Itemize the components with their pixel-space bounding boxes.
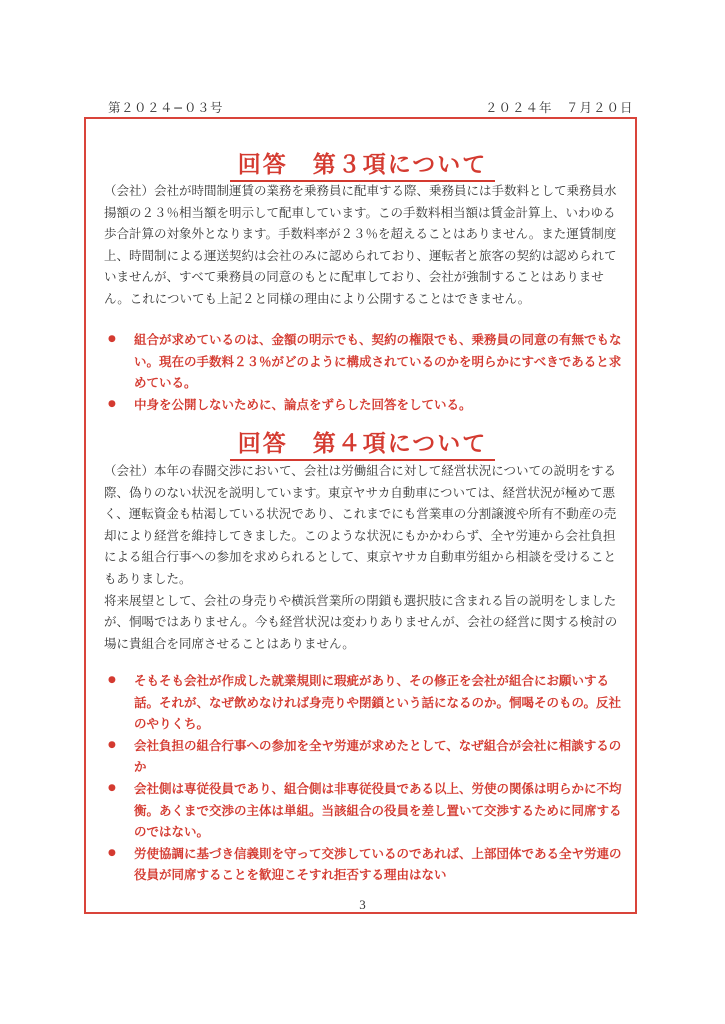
bullet-item: ● 会社側は専従役員であり、組合側は非専従役員である以上、労使の関係は明らかに不均衡。あくまで交渉の主体は単組。当該組合の役員を差し置いて交渉するために同席するのではない。 — [104, 778, 624, 843]
section3-bullet-list — [104, 329, 624, 415]
bullet-item: ● 組合が求めているのは、金額の明示でも、契約の権限でも、乗務員の同意の有無でもない。現在の手数料２３％がどのように構成されているのかを明らかにすべきであると求めている。 — [104, 329, 624, 394]
bullet-item: ● 会社負担の組合行事への参加を全ヤ労連が求めたとして、なぜ組合が会社に相談するのか — [104, 735, 624, 778]
section4-heading: 回答 第４項について — [0, 425, 725, 458]
bullet-item: ● そもそも会社が作成した就業規則に瑕疵があり、その修正を会社が組合にお願いする話。それが、なぜ飲めなければ身売りや閉鎖という話になるのか。恫喝そのもの。反社のやりくち。 — [104, 670, 624, 735]
section3-company-text: （会社）会社が時間制運賃の業務を乗務員に配車する際、乗務員には手数料として乗務員水揚額の２３％相当額を明示して配車しています。この手数料相当額は賃金計算上、いわゆる歩合計算の対象外となります。手数料率が２３％を超えることはありません。また運賃制度上、時間制による運送契約は会社のみに認められており、運転者と旅客の契約は認められていませんが、すべて乗務員の同意のもとに配車しており、会社が強制することはありません。これについても上記２と同様の理由により公開することはできません。 — [104, 183, 617, 306]
section3-heading: 回答 第３項について — [0, 146, 725, 179]
section4-paragraph-2: 将来展望として、会社の身売りや横浜営業所の閉鎖も選択肢に含まれる旨の説明をしましたが、恫喝ではありません。今も経営状況は変わりありませんが、会社の経営に関する検討の場に貴組合を同席させることはありません。 — [104, 592, 618, 651]
bullet-item: ● 労使協調に基づき信義則を守って交渉しているのであれば、上部団体である全ヤ労連の役員が同席することを歓迎こそすれ拒否する理由はない — [104, 843, 624, 886]
document-date: ２０２４年 ７月２０日 — [485, 100, 634, 115]
section4-company-text — [104, 460, 622, 654]
page-number: 3 — [359, 897, 366, 912]
section4-paragraph-1: （会社）本年の春闘交渉において、会社は労働組合に対して経営状況についての説明をする際、偽りのない状況を説明しています。東京ヤサカ自動車については、経営状況が極めて悪く、運転資金も枯渇している状況であり、これまでにも営業車の分割譲渡や所有不動産の売却により経営を維持してきました。このような状況にもかかわらず、全ヤ労連から会社負担による組合行事への参加を求められるとして、東京ヤサカ自動車労組から相談を受けることもありました。 — [104, 463, 617, 586]
document-number: 第２０２４−０３号 — [108, 100, 223, 115]
bullet-item: ● 中身を公開しないために、論点をずらした回答をしている。 — [104, 394, 624, 416]
section4-bullet-list — [104, 670, 624, 886]
